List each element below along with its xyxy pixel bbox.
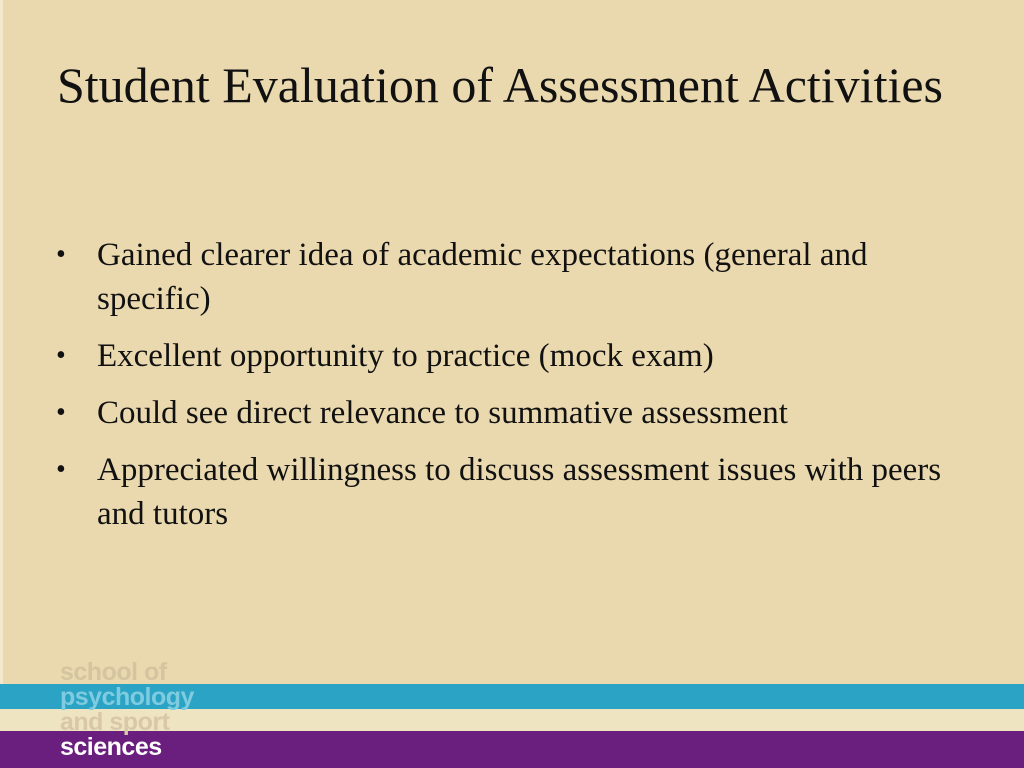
bullet-item [56, 334, 956, 378]
logo-line: and sport [60, 708, 170, 736]
logo-line: psychology [60, 683, 194, 711]
bullet-marker: • [56, 239, 66, 270]
bullet-list [56, 233, 956, 549]
school-logo [60, 660, 194, 760]
bullet-marker: • [56, 454, 66, 485]
bullet-text: Appreciated willingness to discuss assessment issues with peers and tutors [97, 452, 942, 532]
bullet-item [56, 233, 956, 321]
bullet-text: Excellent opportunity to practice (mock exam) [97, 338, 714, 374]
bullet-item [56, 448, 956, 536]
bullet-marker: • [56, 397, 66, 428]
bullet-marker: • [56, 340, 66, 371]
bullet-text: Gained clearer idea of academic expectations (general and specific) [97, 237, 868, 317]
bullet-text: Could see direct relevance to summative assessment [97, 395, 788, 431]
logo-line: sciences [60, 733, 162, 761]
slide-title: Student Evaluation of Assessment Activities [56, 57, 944, 113]
bullet-item [56, 391, 956, 435]
logo-line: school of [60, 658, 167, 686]
